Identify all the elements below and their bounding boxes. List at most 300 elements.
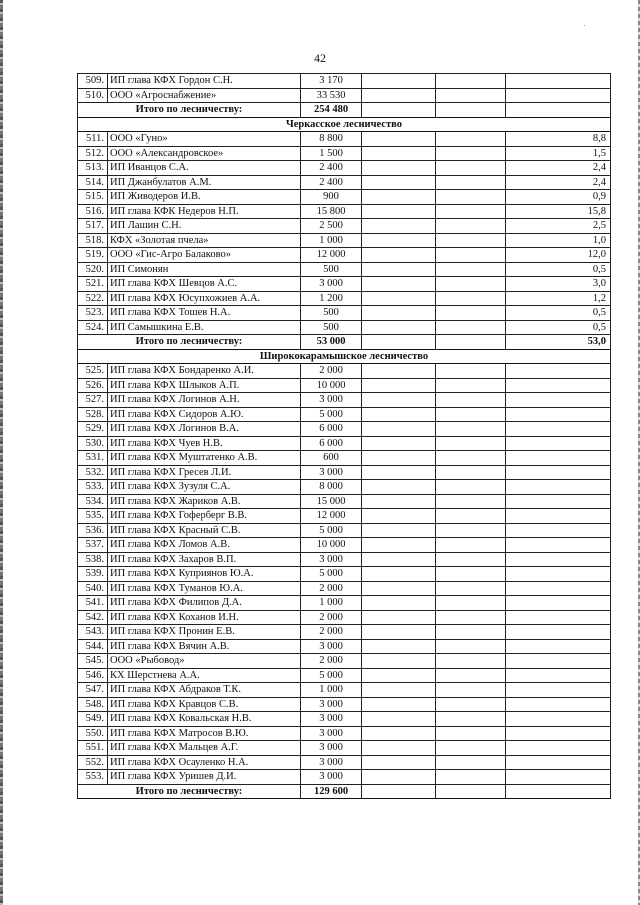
organization-name: ИП глава КФХ Юсупхожиев А.А. (108, 291, 301, 306)
row-number: 521. (78, 277, 108, 292)
row-number: 542. (78, 610, 108, 625)
table-body (78, 74, 611, 799)
empty-cell (362, 509, 436, 524)
row-number: 550. (78, 726, 108, 741)
organization-name: ИП Живодеров И.В. (108, 190, 301, 205)
volume-value (506, 712, 611, 727)
row-number: 514. (78, 175, 108, 190)
table-row (78, 494, 611, 509)
volume-value (506, 494, 611, 509)
empty-cell (436, 364, 506, 379)
table-row (78, 378, 611, 393)
row-number: 511. (78, 132, 108, 147)
volume-value (506, 625, 611, 640)
volume-value: 2,4 (506, 175, 611, 190)
empty-cell (436, 494, 506, 509)
empty-cell (362, 88, 436, 103)
organization-name: ИП глава КФХ Шлыков А.П. (108, 378, 301, 393)
empty-cell (362, 132, 436, 147)
empty-cell (436, 262, 506, 277)
table-row (78, 219, 611, 234)
volume-value: 2,5 (506, 219, 611, 234)
empty-cell (436, 132, 506, 147)
empty-cell (362, 610, 436, 625)
row-number: 529. (78, 422, 108, 437)
table-row (78, 393, 611, 408)
area-value: 5 000 (301, 407, 362, 422)
empty-cell (436, 204, 506, 219)
empty-cell (436, 436, 506, 451)
table-row (78, 712, 611, 727)
empty-cell (436, 726, 506, 741)
row-number: 534. (78, 494, 108, 509)
row-number: 551. (78, 741, 108, 756)
empty-cell (436, 538, 506, 553)
organization-name: ИП глава КФХ Вячин А.В. (108, 639, 301, 654)
empty-cell (436, 770, 506, 785)
row-number: 545. (78, 654, 108, 669)
total-row (78, 784, 611, 799)
row-number: 528. (78, 407, 108, 422)
table-row (78, 509, 611, 524)
table-row (78, 654, 611, 669)
row-number: 524. (78, 320, 108, 335)
empty-cell (362, 364, 436, 379)
organization-name: ИП глава КФХ Зузуля С.А. (108, 480, 301, 495)
organization-name: ИП глава КФХ Сидоров А.Ю. (108, 407, 301, 422)
volume-value: 15,8 (506, 204, 611, 219)
table-row (78, 465, 611, 480)
table-row (78, 262, 611, 277)
row-number: 526. (78, 378, 108, 393)
organization-name: ООО «Гис-Агро Балаково» (108, 248, 301, 263)
row-number: 537. (78, 538, 108, 553)
volume-value (506, 436, 611, 451)
empty-cell (436, 654, 506, 669)
table-row (78, 320, 611, 335)
organization-name: ООО «Гуно» (108, 132, 301, 147)
organization-name: ИП Самышкина Е.В. (108, 320, 301, 335)
table-row (78, 596, 611, 611)
organization-name: ИП глава КФХ Коханов И.Н. (108, 610, 301, 625)
table-row (78, 436, 611, 451)
row-number: 531. (78, 451, 108, 466)
empty-cell (436, 625, 506, 640)
table-row (78, 407, 611, 422)
empty-cell (362, 291, 436, 306)
row-number: 516. (78, 204, 108, 219)
volume-value (506, 74, 611, 89)
table-row (78, 161, 611, 176)
organization-name: ИП глава КФХ Ломов А.В. (108, 538, 301, 553)
section-header-row (78, 117, 611, 132)
total-label: Итого по лесничеству: (78, 103, 301, 118)
empty-cell (362, 146, 436, 161)
volume-value (506, 755, 611, 770)
empty-cell (362, 465, 436, 480)
table-row (78, 668, 611, 683)
empty-cell (436, 755, 506, 770)
area-value: 1 500 (301, 146, 362, 161)
area-value: 5 000 (301, 523, 362, 538)
table-row (78, 697, 611, 712)
total-area: 129 600 (301, 784, 362, 799)
volume-value: 0,9 (506, 190, 611, 205)
volume-value: 2,4 (506, 161, 611, 176)
area-value: 6 000 (301, 436, 362, 451)
empty-cell (436, 712, 506, 727)
total-value (506, 784, 611, 799)
empty-cell (436, 639, 506, 654)
empty-cell (362, 726, 436, 741)
total-cell (436, 784, 506, 799)
volume-value: 1,5 (506, 146, 611, 161)
empty-cell (436, 291, 506, 306)
volume-value (506, 393, 611, 408)
volume-value (506, 538, 611, 553)
area-value: 3 000 (301, 755, 362, 770)
empty-cell (436, 596, 506, 611)
volume-value (506, 422, 611, 437)
empty-cell (436, 697, 506, 712)
row-number: 515. (78, 190, 108, 205)
empty-cell (362, 683, 436, 698)
empty-cell (362, 248, 436, 263)
row-number: 536. (78, 523, 108, 538)
table-row (78, 639, 611, 654)
area-value: 2 000 (301, 364, 362, 379)
volume-value (506, 378, 611, 393)
organization-name: ИП глава КФХ Кравцов С.В. (108, 697, 301, 712)
organization-name: ИП глава КФХ Пронин Е.В. (108, 625, 301, 640)
organization-name: ИП глава КФХ Куприянов Ю.А. (108, 567, 301, 582)
table-row (78, 741, 611, 756)
table-row (78, 610, 611, 625)
area-value: 500 (301, 306, 362, 321)
area-value: 600 (301, 451, 362, 466)
total-row (78, 103, 611, 118)
row-number: 520. (78, 262, 108, 277)
empty-cell (436, 146, 506, 161)
volume-value (506, 610, 611, 625)
volume-value (506, 364, 611, 379)
total-value: 53,0 (506, 335, 611, 350)
empty-cell (436, 581, 506, 596)
area-value: 2 000 (301, 581, 362, 596)
table-row (78, 364, 611, 379)
organization-name: ИП глава КФХ Тошев Н.А. (108, 306, 301, 321)
volume-value (506, 567, 611, 582)
table-row (78, 74, 611, 89)
row-number: 509. (78, 74, 108, 89)
empty-cell (436, 683, 506, 698)
volume-value (506, 770, 611, 785)
empty-cell (362, 581, 436, 596)
area-value: 8 000 (301, 480, 362, 495)
table-row (78, 683, 611, 698)
area-value: 33 530 (301, 88, 362, 103)
area-value: 3 000 (301, 639, 362, 654)
volume-value: 1,2 (506, 291, 611, 306)
row-number: 517. (78, 219, 108, 234)
organization-name: ООО «Рыбовод» (108, 654, 301, 669)
empty-cell (362, 712, 436, 727)
area-value: 3 000 (301, 726, 362, 741)
total-cell (362, 784, 436, 799)
empty-cell (436, 248, 506, 263)
empty-cell (362, 552, 436, 567)
area-value: 15 800 (301, 204, 362, 219)
area-value: 12 000 (301, 248, 362, 263)
volume-value (506, 465, 611, 480)
row-number: 547. (78, 683, 108, 698)
table-row (78, 204, 611, 219)
row-number: 549. (78, 712, 108, 727)
row-number: 552. (78, 755, 108, 770)
empty-cell (362, 175, 436, 190)
area-value: 15 000 (301, 494, 362, 509)
row-number: 543. (78, 625, 108, 640)
volume-value: 3,0 (506, 277, 611, 292)
total-label: Итого по лесничеству: (78, 784, 301, 799)
area-value: 3 170 (301, 74, 362, 89)
empty-cell (436, 233, 506, 248)
total-cell (436, 335, 506, 350)
row-number: 538. (78, 552, 108, 567)
empty-cell (436, 161, 506, 176)
empty-cell (362, 494, 436, 509)
row-number: 535. (78, 509, 108, 524)
row-number: 525. (78, 364, 108, 379)
empty-cell (362, 436, 436, 451)
empty-cell (362, 204, 436, 219)
area-value: 3 000 (301, 277, 362, 292)
total-row (78, 335, 611, 350)
row-number: 512. (78, 146, 108, 161)
empty-cell (362, 262, 436, 277)
table-row (78, 88, 611, 103)
area-value: 3 000 (301, 697, 362, 712)
empty-cell (362, 596, 436, 611)
empty-cell (436, 219, 506, 234)
empty-cell (362, 393, 436, 408)
area-value: 5 000 (301, 567, 362, 582)
area-value: 3 000 (301, 741, 362, 756)
row-number: 544. (78, 639, 108, 654)
empty-cell (362, 161, 436, 176)
organization-name: ООО «Александровское» (108, 146, 301, 161)
empty-cell (362, 697, 436, 712)
organization-name: ИП глава КФХ Чуев Н.В. (108, 436, 301, 451)
row-number: 510. (78, 88, 108, 103)
organization-name: ИП глава КФХ Матросов В.Ю. (108, 726, 301, 741)
empty-cell (362, 451, 436, 466)
empty-cell (436, 306, 506, 321)
area-value: 5 000 (301, 668, 362, 683)
area-value: 1 000 (301, 596, 362, 611)
area-value: 3 000 (301, 712, 362, 727)
table-row (78, 538, 611, 553)
area-value: 10 000 (301, 378, 362, 393)
organization-name: ИП глава КФХ Гоферберг В.В. (108, 509, 301, 524)
empty-cell (436, 610, 506, 625)
empty-cell (436, 480, 506, 495)
area-value: 8 800 (301, 132, 362, 147)
empty-cell (436, 407, 506, 422)
row-number: 532. (78, 465, 108, 480)
volume-value (506, 523, 611, 538)
row-number: 527. (78, 393, 108, 408)
row-number: 522. (78, 291, 108, 306)
total-cell (362, 103, 436, 118)
area-value: 1 000 (301, 683, 362, 698)
table-row (78, 625, 611, 640)
scan-edge-left (0, 0, 3, 905)
table-row (78, 581, 611, 596)
volume-value (506, 581, 611, 596)
empty-cell (436, 422, 506, 437)
row-number: 519. (78, 248, 108, 263)
area-value: 2 500 (301, 219, 362, 234)
organization-name: ИП глава КФХ Туманов Ю.А. (108, 581, 301, 596)
empty-cell (436, 523, 506, 538)
empty-cell (436, 277, 506, 292)
volume-value (506, 88, 611, 103)
table-row (78, 451, 611, 466)
organization-name: ИП глава КФХ Абдраков Т.К. (108, 683, 301, 698)
empty-cell (362, 523, 436, 538)
area-value: 12 000 (301, 509, 362, 524)
organization-name: ИП глава КФХ Бондаренко А.И. (108, 364, 301, 379)
empty-cell (436, 88, 506, 103)
area-value: 3 000 (301, 552, 362, 567)
empty-cell (362, 770, 436, 785)
organization-name: ИП глава КФХ Филипов Д.А. (108, 596, 301, 611)
area-value: 3 000 (301, 465, 362, 480)
volume-value: 1,0 (506, 233, 611, 248)
organization-name: ИП глава КФК Недеров Н.П. (108, 204, 301, 219)
empty-cell (436, 451, 506, 466)
table-row (78, 248, 611, 263)
organization-name: ИП глава КФХ Логинов В.А. (108, 422, 301, 437)
area-value: 2 000 (301, 610, 362, 625)
organization-name: КФХ «Золотая пчела» (108, 233, 301, 248)
volume-value (506, 509, 611, 524)
area-value: 500 (301, 262, 362, 277)
volume-value (506, 654, 611, 669)
total-cell (436, 103, 506, 118)
table-row (78, 755, 611, 770)
row-number: 533. (78, 480, 108, 495)
empty-cell (362, 190, 436, 205)
table-row (78, 770, 611, 785)
row-number: 513. (78, 161, 108, 176)
area-value: 500 (301, 320, 362, 335)
area-value: 10 000 (301, 538, 362, 553)
total-value (506, 103, 611, 118)
total-label: Итого по лесничеству: (78, 335, 301, 350)
organization-name: ИП глава КФХ Логинов А.Н. (108, 393, 301, 408)
table-row (78, 175, 611, 190)
organization-name: ИП глава КФХ Муштатенко А.В. (108, 451, 301, 466)
table-row (78, 567, 611, 582)
organization-name: ИП глава КФХ Жариков А.В. (108, 494, 301, 509)
volume-value (506, 480, 611, 495)
volume-value (506, 726, 611, 741)
organization-name: ИП глава КФХ Красный С.В. (108, 523, 301, 538)
area-value: 6 000 (301, 422, 362, 437)
row-number: 541. (78, 596, 108, 611)
empty-cell (436, 509, 506, 524)
empty-cell (436, 465, 506, 480)
organization-name: ООО «Агроснабжение» (108, 88, 301, 103)
empty-cell (362, 668, 436, 683)
table-row (78, 523, 611, 538)
empty-cell (436, 567, 506, 582)
volume-value: 8,8 (506, 132, 611, 147)
area-value: 1 200 (301, 291, 362, 306)
empty-cell (362, 233, 436, 248)
table-row (78, 146, 611, 161)
empty-cell (362, 407, 436, 422)
table-row (78, 233, 611, 248)
total-cell (362, 335, 436, 350)
table-row (78, 132, 611, 147)
organization-name: ИП глава КФХ Захаров В.П. (108, 552, 301, 567)
table-row (78, 306, 611, 321)
area-value: 2 000 (301, 654, 362, 669)
empty-cell (362, 320, 436, 335)
volume-value (506, 552, 611, 567)
volume-value: 0,5 (506, 306, 611, 321)
row-number: 530. (78, 436, 108, 451)
empty-cell (362, 639, 436, 654)
section-title: Черкасское лесничество (78, 117, 611, 132)
row-number: 523. (78, 306, 108, 321)
organization-name: КХ Шерстнева А.А. (108, 668, 301, 683)
volume-value (506, 451, 611, 466)
area-value: 1 000 (301, 233, 362, 248)
empty-cell (436, 378, 506, 393)
empty-cell (362, 422, 436, 437)
organization-name: ИП Симонян (108, 262, 301, 277)
organization-name: ИП глава КФХ Осауленко Н.А. (108, 755, 301, 770)
row-number: 518. (78, 233, 108, 248)
organization-name: ИП глава КФХ Ковальская Н.В. (108, 712, 301, 727)
volume-value (506, 407, 611, 422)
volume-value: 0,5 (506, 320, 611, 335)
table-row (78, 480, 611, 495)
total-area: 254 480 (301, 103, 362, 118)
row-number: 548. (78, 697, 108, 712)
empty-cell (362, 480, 436, 495)
volume-value: 12,0 (506, 248, 611, 263)
volume-value (506, 596, 611, 611)
row-number: 553. (78, 770, 108, 785)
section-title: Ширококарамышское лесничество (78, 349, 611, 364)
empty-cell (436, 190, 506, 205)
volume-value (506, 639, 611, 654)
organization-name: ИП глава КФХ Шевцов А.С. (108, 277, 301, 292)
volume-value: 0,5 (506, 262, 611, 277)
section-header-row (78, 349, 611, 364)
empty-cell (436, 668, 506, 683)
area-value: 3 000 (301, 770, 362, 785)
area-value: 2 400 (301, 175, 362, 190)
row-number: 540. (78, 581, 108, 596)
empty-cell (362, 219, 436, 234)
empty-cell (362, 538, 436, 553)
